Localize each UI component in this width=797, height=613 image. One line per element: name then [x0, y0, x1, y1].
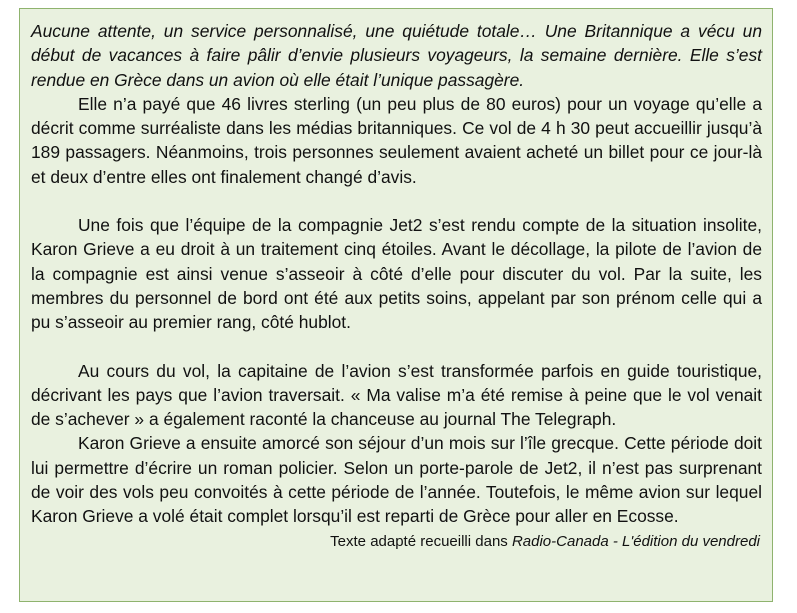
article-paragraph: Une fois que l’équipe de la compagnie Jet2 s’est rendu compte de la situation insolite, Karon Grieve a eu droit à un traitement cinq étoiles. Avant le décollage, la pilote de l’avion de la compagnie est ainsi venue s’asseoir à côté d’elle pour discuter du vol. Par la suite, les membres du personnel de bord ont été aux petits soins, appelant par son prénom celle qui a pu s’asseoir au premier rang, côté hublot.	[31, 215, 762, 333]
source-attribution	[31, 532, 762, 552]
source-separator: -	[608, 532, 623, 550]
article-box	[19, 8, 773, 602]
article-intro: Aucune attente, un service personnalisé, une quiétude totale… Une Britannique a vécu un début de vacances à faire pâlir d’envie plusieurs voyageurs, la semaine dernière. Elle s’est rendue en Grèce dans un avion où elle était l’unique passagère.	[31, 21, 762, 90]
article-paragraph: Au cours du vol, la capitaine de l’avion s’est transformée parfois en guide touristique, décrivant les pays que l’avion traversait. « Ma valise m’a été remise à peine que le vol venait de s’achever » a également raconté la chanceuse au journal The Telegraph.	[31, 360, 762, 430]
source-prefix: Texte adapté recueilli dans	[330, 532, 512, 550]
article-paragraph: Karon Grieve a ensuite amorcé son séjour d’un mois sur l’île grecque. Cette période doit lui permettre d’écrire un roman policier. Selon un porte-parole de Jet2, il n’est pas surprenant de voir des vols peu convoités à cette période de l’année. Toutefois, le même avion sur lequel Karon Grieve a volé était complet lorsqu’il est reparti de Grèce pour aller en Ecosse.	[31, 433, 762, 527]
source-publication: Radio-Canada	[511, 532, 609, 550]
source-edition: L'édition du vendredi	[622, 532, 760, 550]
article-paragraph: Elle n’a payé que 46 livres sterling (un peu plus de 80 euros) pour un voyage qu’elle a décrit comme surréaliste dans les médias britanniques. Ce vol de 4 h 30 peut accueillir jusqu’à 189 passagers. Néanmoins, trois personnes seulement avaient acheté un billet pour ce jour-là et deux d’entre elles ont finalement changé d’avis.	[31, 93, 762, 187]
